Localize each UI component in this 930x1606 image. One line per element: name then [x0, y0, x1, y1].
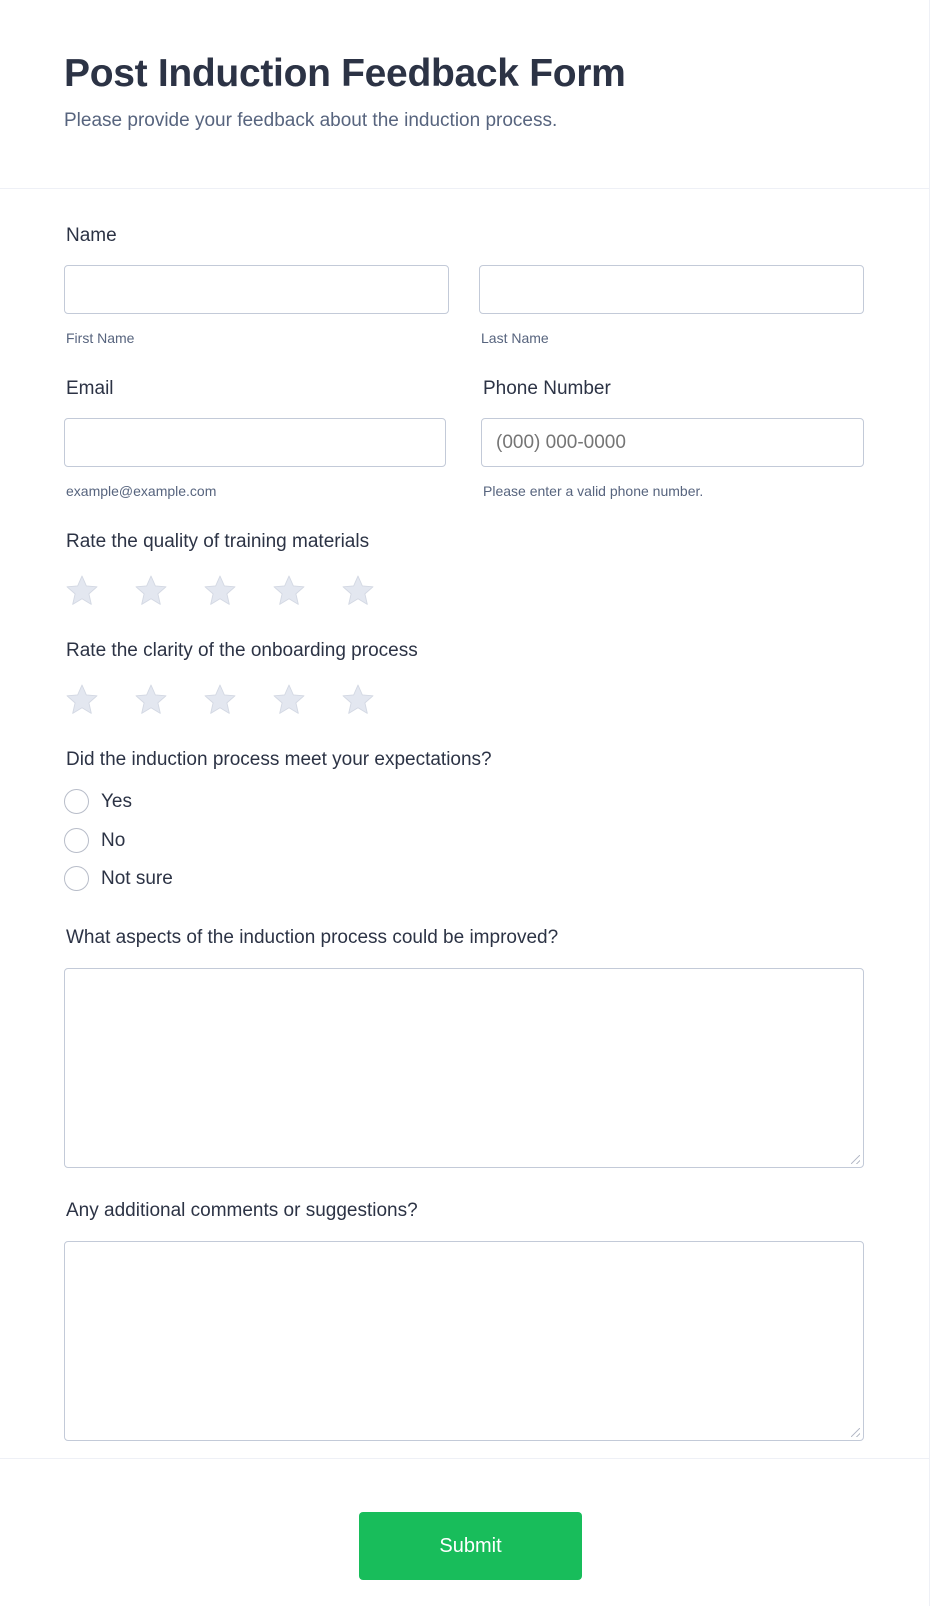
name-label: Name [66, 225, 117, 246]
radio-not-sure[interactable] [64, 866, 173, 891]
radio-circle[interactable] [64, 866, 89, 891]
star-icon[interactable] [271, 682, 307, 718]
comments-label: Any additional comments or suggestions? [66, 1200, 418, 1221]
email-label: Email [66, 378, 114, 399]
rating-clarity-label: Rate the clarity of the onboarding process [66, 640, 418, 661]
resize-handle-icon[interactable] [851, 1428, 860, 1437]
page-subtitle: Please provide your feedback about the induction process. [64, 110, 558, 131]
radio-circle[interactable] [64, 789, 89, 814]
last-name-input[interactable] [479, 265, 864, 314]
rating-materials-stars [64, 573, 376, 609]
phone-label: Phone Number [483, 378, 611, 399]
radio-label: Not sure [101, 867, 173, 889]
comments-textarea[interactable] [64, 1241, 864, 1441]
star-icon[interactable] [202, 682, 238, 718]
star-icon[interactable] [202, 573, 238, 609]
header-divider [0, 188, 929, 189]
first-name-input[interactable] [64, 265, 449, 314]
star-icon[interactable] [133, 682, 169, 718]
radio-yes[interactable] [64, 789, 132, 814]
last-name-sublabel: Last Name [481, 330, 549, 346]
radio-label: No [101, 829, 126, 851]
expectations-label: Did the induction process meet your expectations? [66, 749, 492, 770]
resize-handle-icon[interactable] [851, 1155, 860, 1164]
phone-input[interactable] [481, 418, 864, 467]
radio-no[interactable] [64, 828, 125, 853]
improvements-textarea[interactable] [64, 968, 864, 1168]
star-icon[interactable] [133, 573, 169, 609]
improvements-label: What aspects of the induction process could be improved? [66, 927, 559, 948]
radio-circle[interactable] [64, 828, 89, 853]
star-icon[interactable] [340, 682, 376, 718]
email-sublabel: example@example.com [66, 483, 217, 499]
star-icon[interactable] [64, 682, 100, 718]
phone-sublabel: Please enter a valid phone number. [483, 483, 704, 499]
page-title: Post Induction Feedback Form [64, 52, 626, 95]
rating-clarity-stars [64, 682, 376, 718]
star-icon[interactable] [271, 573, 307, 609]
star-icon[interactable] [64, 573, 100, 609]
submit-button[interactable]: Submit [359, 1512, 582, 1580]
rating-materials-label: Rate the quality of training materials [66, 531, 370, 552]
email-input[interactable] [64, 418, 446, 467]
footer-divider [0, 1458, 929, 1459]
first-name-sublabel: First Name [66, 330, 135, 346]
star-icon[interactable] [340, 573, 376, 609]
radio-label: Yes [101, 790, 132, 812]
